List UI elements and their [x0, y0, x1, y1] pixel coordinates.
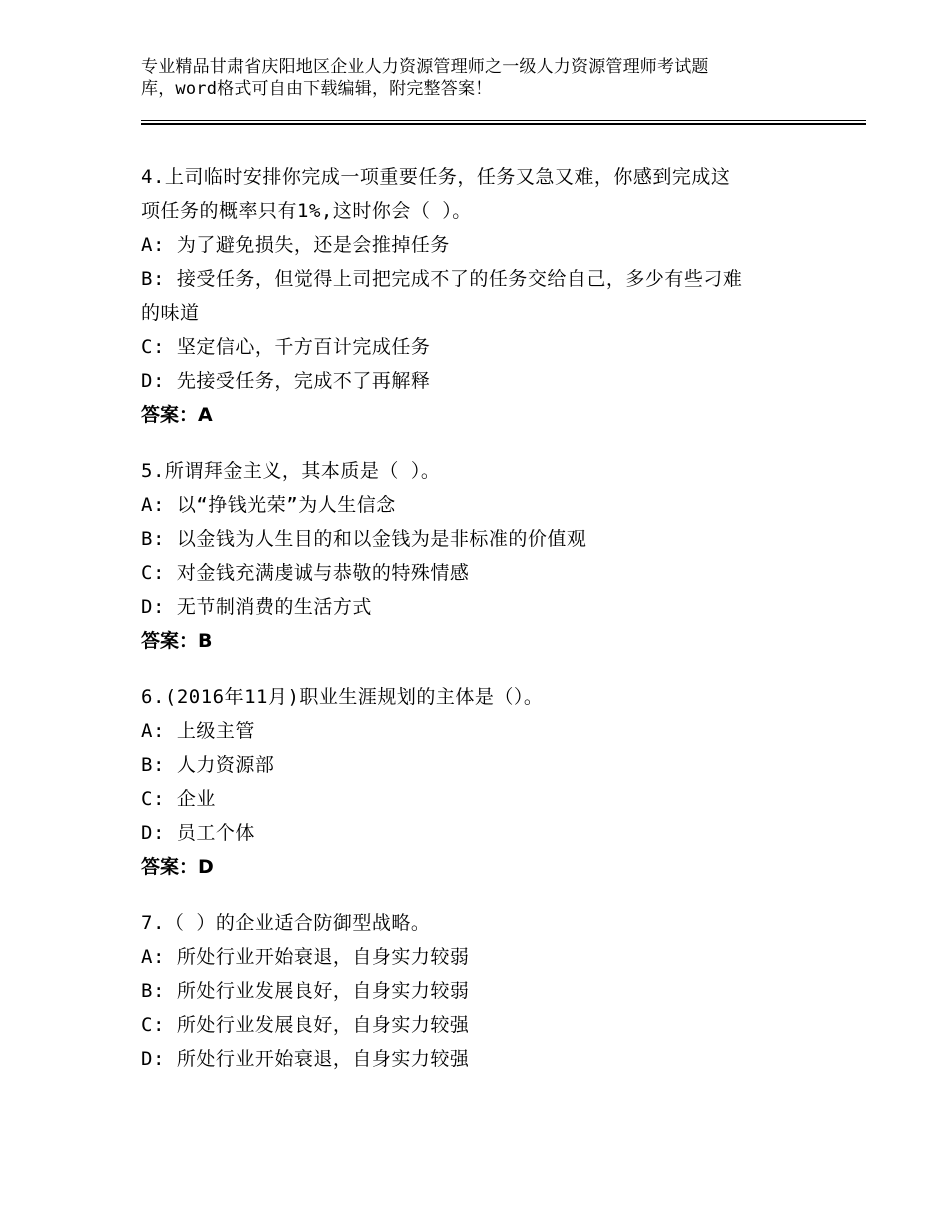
answer-option: B: 以金钱为人生目的和以金钱为是非标准的价值观: [141, 528, 587, 550]
header-line-2: 库，word格式可自由下载编辑，附完整答案！: [141, 79, 493, 99]
question-block: [141, 680, 821, 884]
answer-option: A: 以“挣钱光荣”为人生信念: [141, 494, 396, 516]
question-stem: 7.（ ）的企业适合防御型战略。: [141, 912, 431, 934]
answer-option: A: 所处行业开始衰退，自身实力较弱: [141, 946, 470, 968]
question-stem: 6.(2016年11月)职业生涯规划的主体是（）。: [141, 686, 544, 708]
answer-option: B: 所处行业发展良好，自身实力较弱: [141, 980, 470, 1002]
answer-key: 答案：A: [141, 404, 213, 426]
answer-option: D: 员工个体: [141, 822, 255, 844]
question-block: [141, 454, 821, 658]
header-rule-bottom: [141, 123, 866, 125]
answer-option: 的味道: [141, 302, 200, 324]
answer-option: C: 企业: [141, 788, 216, 810]
answer-option: A: 上级主管: [141, 720, 255, 742]
header-rule-top: [141, 120, 866, 121]
question-stem: 项任务的概率只有1%,这时你会（ ）。: [141, 200, 472, 222]
answer-option: D: 所处行业开始衰退，自身实力较强: [141, 1048, 470, 1070]
answer-option: B: 人力资源部: [141, 754, 275, 776]
answer-option: D: 先接受任务，完成不了再解释: [141, 370, 431, 392]
answer-option: C: 对金钱充满虔诚与恭敬的特殊情感: [141, 562, 470, 584]
question-list: [141, 160, 821, 1098]
question-block: [141, 160, 821, 432]
document-header: [141, 56, 841, 100]
question-stem: 5.所谓拜金主义，其本质是（ ）。: [141, 460, 441, 482]
answer-option: C: 所处行业发展良好，自身实力较强: [141, 1014, 470, 1036]
question-block: [141, 906, 821, 1076]
answer-option: D: 无节制消费的生活方式: [141, 596, 372, 618]
answer-option: B: 接受任务，但觉得上司把完成不了的任务交给自己，多少有些刁难: [141, 268, 743, 290]
question-stem: 4.上司临时安排你完成一项重要任务，任务又急又难，你感到完成这: [141, 166, 731, 188]
header-line-1: 专业精品甘肃省庆阳地区企业人力资源管理师之一级人力资源管理师考试题: [141, 57, 709, 77]
answer-key: 答案：B: [141, 630, 213, 652]
answer-option: A: 为了避免损失，还是会推掉任务: [141, 234, 450, 256]
answer-option: C: 坚定信心，千方百计完成任务: [141, 336, 431, 358]
answer-key: 答案：D: [141, 856, 214, 878]
